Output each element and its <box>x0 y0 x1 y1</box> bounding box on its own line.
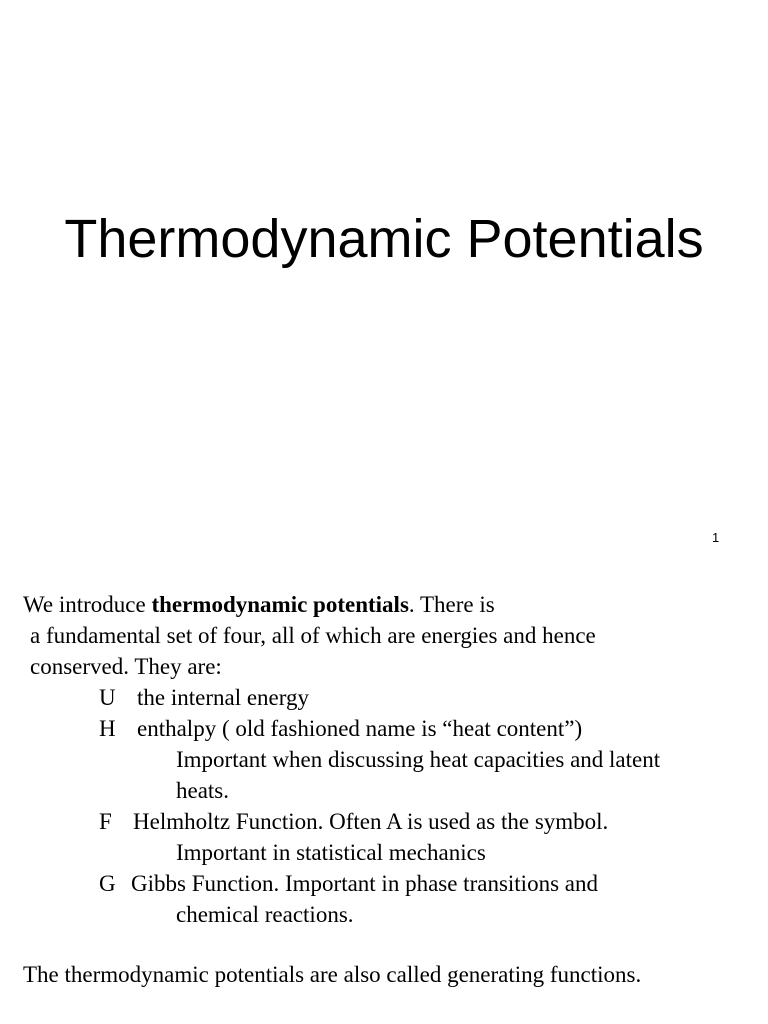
h-detail-line-2: heats. <box>176 778 230 803</box>
closing-line: The thermodynamic potentials are also called generating functions. <box>23 962 642 987</box>
list-item-g <box>99 868 598 899</box>
intro-line-3: conserved. They are: <box>30 654 222 679</box>
page-number: 1 <box>712 530 720 545</box>
list-item-f <box>99 806 608 837</box>
intro-prefix: We introduce <box>23 592 152 617</box>
item-text: Gibbs Function. Important in phase transitions and <box>131 871 598 896</box>
item-symbol: H <box>99 716 116 741</box>
intro-suffix: . There is <box>408 592 495 617</box>
list-item-u <box>99 682 309 713</box>
f-detail-line: Important in statistical mechanics <box>176 840 486 865</box>
item-symbol: G <box>99 871 116 896</box>
g-detail-line: chemical reactions. <box>176 902 354 927</box>
list-item-h <box>99 713 582 744</box>
item-text: Helmholtz Function. Often A is used as the symbol. <box>133 809 609 834</box>
intro-line-2: a fundamental set of four, all of which are energies and hence <box>30 623 596 648</box>
h-detail-line-1: Important when discussing heat capacities and latent <box>176 747 661 772</box>
item-symbol: U <box>99 685 116 710</box>
item-text: enthalpy ( old fashioned name is “heat content”) <box>137 716 583 741</box>
item-text: the internal energy <box>137 685 310 710</box>
intro-bold-term: thermodynamic potentials <box>151 592 409 617</box>
item-symbol: F <box>99 809 112 834</box>
intro-line <box>23 589 495 620</box>
slide-title: Thermodynamic Potentials <box>64 209 704 269</box>
